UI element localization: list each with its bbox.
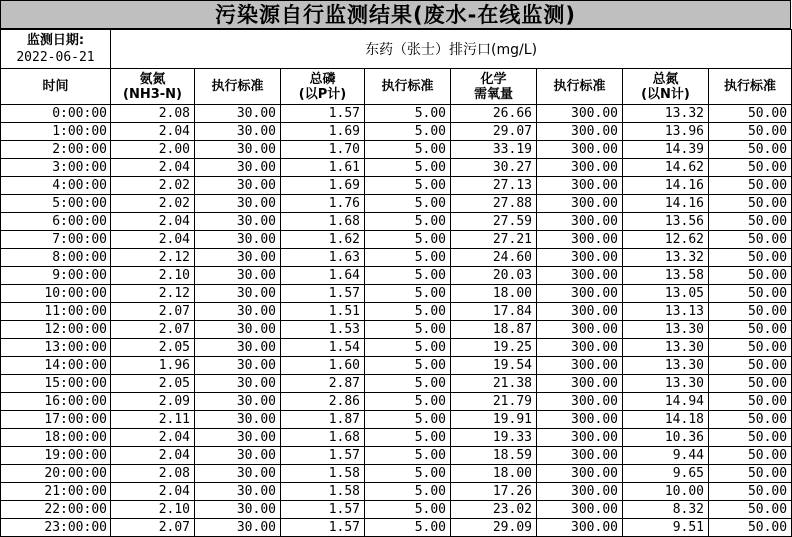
- value-cell: 5.00: [365, 231, 451, 249]
- value-cell: 2.07: [111, 303, 195, 321]
- value-cell: 30.27: [451, 159, 537, 177]
- value-cell: 5.00: [365, 303, 451, 321]
- value-cell: 13.13: [623, 303, 709, 321]
- value-cell: 50.00: [709, 393, 792, 411]
- value-cell: 300.00: [537, 177, 623, 195]
- time-cell: 14:00:00: [1, 357, 111, 375]
- value-cell: 2.04: [111, 429, 195, 447]
- value-cell: 2.07: [111, 321, 195, 339]
- value-cell: 5.00: [365, 195, 451, 213]
- column-header-line1: 时间: [42, 79, 69, 94]
- table-row: [1, 339, 792, 357]
- value-cell: 18.59: [451, 447, 537, 465]
- value-cell: 20.03: [451, 267, 537, 285]
- value-cell: 50.00: [709, 159, 792, 177]
- table-row: [1, 249, 792, 267]
- column-header-line2: (以P计): [298, 86, 347, 102]
- value-cell: 13.56: [623, 213, 709, 231]
- value-cell: 30.00: [195, 465, 281, 483]
- value-cell: 10.36: [623, 429, 709, 447]
- value-cell: 50.00: [709, 195, 792, 213]
- value-cell: 30.00: [195, 231, 281, 249]
- table-row: [1, 141, 792, 159]
- value-cell: 21.79: [451, 393, 537, 411]
- value-cell: 1.87: [281, 411, 365, 429]
- value-cell: 30.00: [195, 303, 281, 321]
- value-cell: 300.00: [537, 159, 623, 177]
- value-cell: 13.96: [623, 123, 709, 141]
- value-cell: 30.00: [195, 483, 281, 501]
- value-cell: 13.32: [623, 249, 709, 267]
- time-cell: 21:00:00: [1, 483, 111, 501]
- time-cell: 13:00:00: [1, 339, 111, 357]
- value-cell: 30.00: [195, 519, 281, 537]
- table-row: [1, 483, 792, 501]
- value-cell: 300.00: [537, 375, 623, 393]
- value-cell: 1.61: [281, 159, 365, 177]
- value-cell: 300.00: [537, 357, 623, 375]
- column-header-line1: 执行标准: [211, 79, 264, 94]
- value-cell: 18.00: [451, 285, 537, 303]
- value-cell: 300.00: [537, 141, 623, 159]
- value-cell: 9.65: [623, 465, 709, 483]
- value-cell: 1.62: [281, 231, 365, 249]
- value-cell: 30.00: [195, 195, 281, 213]
- value-cell: 1.63: [281, 249, 365, 267]
- column-header: [111, 69, 195, 105]
- value-cell: 30.00: [195, 321, 281, 339]
- value-cell: 2.00: [111, 141, 195, 159]
- value-cell: 300.00: [537, 321, 623, 339]
- time-cell: 20:00:00: [1, 465, 111, 483]
- header-row: [1, 69, 792, 105]
- value-cell: 5.00: [365, 177, 451, 195]
- time-cell: 10:00:00: [1, 285, 111, 303]
- value-cell: 19.33: [451, 429, 537, 447]
- value-cell: 2.02: [111, 195, 195, 213]
- column-header: [537, 69, 623, 105]
- value-cell: 50.00: [709, 375, 792, 393]
- value-cell: 5.00: [365, 213, 451, 231]
- value-cell: 50.00: [709, 177, 792, 195]
- value-cell: 5.00: [365, 141, 451, 159]
- value-cell: 1.58: [281, 465, 365, 483]
- value-cell: 2.08: [111, 105, 195, 123]
- value-cell: 5.00: [365, 519, 451, 537]
- value-cell: 50.00: [709, 123, 792, 141]
- value-cell: 2.04: [111, 231, 195, 249]
- table-row: [1, 357, 792, 375]
- value-cell: 27.88: [451, 195, 537, 213]
- value-cell: 30.00: [195, 141, 281, 159]
- value-cell: 21.38: [451, 375, 537, 393]
- table-row: [1, 429, 792, 447]
- value-cell: 300.00: [537, 393, 623, 411]
- value-cell: 1.57: [281, 501, 365, 519]
- value-cell: 1.69: [281, 177, 365, 195]
- column-header: [195, 69, 281, 105]
- table-row: [1, 123, 792, 141]
- value-cell: 300.00: [537, 339, 623, 357]
- value-cell: 13.58: [623, 267, 709, 285]
- value-cell: 50.00: [709, 357, 792, 375]
- date-cell: [1, 30, 111, 69]
- value-cell: 9.51: [623, 519, 709, 537]
- value-cell: 2.04: [111, 447, 195, 465]
- value-cell: 1.58: [281, 483, 365, 501]
- value-cell: 30.00: [195, 375, 281, 393]
- value-cell: 5.00: [365, 483, 451, 501]
- time-cell: 18:00:00: [1, 429, 111, 447]
- value-cell: 1.57: [281, 285, 365, 303]
- value-cell: 14.39: [623, 141, 709, 159]
- table-row: [1, 285, 792, 303]
- value-cell: 17.84: [451, 303, 537, 321]
- value-cell: 50.00: [709, 465, 792, 483]
- value-cell: 29.07: [451, 123, 537, 141]
- value-cell: 14.62: [623, 159, 709, 177]
- value-cell: 1.57: [281, 105, 365, 123]
- value-cell: 2.86: [281, 393, 365, 411]
- value-cell: 12.62: [623, 231, 709, 249]
- value-cell: 14.94: [623, 393, 709, 411]
- column-header-line1: 总磷: [309, 71, 336, 87]
- value-cell: 29.09: [451, 519, 537, 537]
- value-cell: 30.00: [195, 393, 281, 411]
- column-header-line1: 总氮: [652, 71, 679, 87]
- table-row: [1, 213, 792, 231]
- column-header-line1: 执行标准: [381, 79, 434, 94]
- value-cell: 30.00: [195, 501, 281, 519]
- table-row: [1, 195, 792, 213]
- value-cell: 50.00: [709, 411, 792, 429]
- value-cell: 14.16: [623, 177, 709, 195]
- time-cell: 1:00:00: [1, 123, 111, 141]
- value-cell: 300.00: [537, 447, 623, 465]
- value-cell: 300.00: [537, 519, 623, 537]
- value-cell: 30.00: [195, 177, 281, 195]
- value-cell: 10.00: [623, 483, 709, 501]
- value-cell: 50.00: [709, 249, 792, 267]
- value-cell: 300.00: [537, 303, 623, 321]
- table-row: [1, 321, 792, 339]
- value-cell: 2.10: [111, 501, 195, 519]
- column-header-line1: 执行标准: [553, 79, 606, 94]
- value-cell: 30.00: [195, 285, 281, 303]
- value-cell: 30.00: [195, 123, 281, 141]
- value-cell: 300.00: [537, 195, 623, 213]
- value-cell: 1.51: [281, 303, 365, 321]
- value-cell: 9.44: [623, 447, 709, 465]
- value-cell: 50.00: [709, 429, 792, 447]
- column-header-line2: 需氧量: [473, 86, 513, 102]
- table-row: [1, 105, 792, 123]
- value-cell: 300.00: [537, 231, 623, 249]
- value-cell: 30.00: [195, 249, 281, 267]
- table-row: [1, 447, 792, 465]
- value-cell: 50.00: [709, 483, 792, 501]
- column-header: [709, 69, 792, 105]
- value-cell: 50.00: [709, 141, 792, 159]
- time-cell: 12:00:00: [1, 321, 111, 339]
- value-cell: 50.00: [709, 447, 792, 465]
- value-cell: 1.69: [281, 123, 365, 141]
- value-cell: 300.00: [537, 429, 623, 447]
- value-cell: 5.00: [365, 411, 451, 429]
- value-cell: 2.08: [111, 465, 195, 483]
- value-cell: 5.00: [365, 375, 451, 393]
- table-row: [1, 411, 792, 429]
- value-cell: 30.00: [195, 357, 281, 375]
- table-row: [1, 177, 792, 195]
- table-row: [1, 303, 792, 321]
- time-cell: 19:00:00: [1, 447, 111, 465]
- value-cell: 27.59: [451, 213, 537, 231]
- time-cell: 17:00:00: [1, 411, 111, 429]
- value-cell: 1.76: [281, 195, 365, 213]
- value-cell: 13.05: [623, 285, 709, 303]
- table-row: [1, 375, 792, 393]
- value-cell: 1.60: [281, 357, 365, 375]
- value-cell: 30.00: [195, 159, 281, 177]
- value-cell: 14.16: [623, 195, 709, 213]
- value-cell: 30.00: [195, 429, 281, 447]
- value-cell: 50.00: [709, 339, 792, 357]
- value-cell: 13.30: [623, 357, 709, 375]
- value-cell: 5.00: [365, 429, 451, 447]
- value-cell: 2.04: [111, 213, 195, 231]
- time-cell: 9:00:00: [1, 267, 111, 285]
- value-cell: 5.00: [365, 285, 451, 303]
- value-cell: 33.19: [451, 141, 537, 159]
- value-cell: 18.00: [451, 465, 537, 483]
- value-cell: 5.00: [365, 123, 451, 141]
- outlet-title: 东药（张士）排污口(mg/L): [111, 30, 792, 69]
- value-cell: 18.87: [451, 321, 537, 339]
- value-cell: 19.25: [451, 339, 537, 357]
- column-header-line1: 化学: [480, 71, 507, 87]
- value-cell: 19.91: [451, 411, 537, 429]
- value-cell: 24.60: [451, 249, 537, 267]
- time-cell: 4:00:00: [1, 177, 111, 195]
- value-cell: 300.00: [537, 249, 623, 267]
- value-cell: 5.00: [365, 447, 451, 465]
- time-cell: 11:00:00: [1, 303, 111, 321]
- value-cell: 1.54: [281, 339, 365, 357]
- column-header-line1: 执行标准: [724, 79, 777, 94]
- value-cell: 2.04: [111, 123, 195, 141]
- value-cell: 13.30: [623, 321, 709, 339]
- value-cell: 300.00: [537, 465, 623, 483]
- time-cell: 5:00:00: [1, 195, 111, 213]
- date-value: 2022-06-21: [16, 50, 95, 65]
- column-header: [623, 69, 709, 105]
- report-title: 污染源自行监测结果(废水-在线监测): [0, 0, 791, 29]
- table-body: [1, 105, 792, 537]
- column-header: [365, 69, 451, 105]
- value-cell: 1.53: [281, 321, 365, 339]
- value-cell: 50.00: [709, 519, 792, 537]
- value-cell: 300.00: [537, 123, 623, 141]
- value-cell: 5.00: [365, 465, 451, 483]
- value-cell: 300.00: [537, 105, 623, 123]
- value-cell: 50.00: [709, 105, 792, 123]
- value-cell: 30.00: [195, 105, 281, 123]
- value-cell: 1.57: [281, 519, 365, 537]
- value-cell: 50.00: [709, 303, 792, 321]
- value-cell: 2.09: [111, 393, 195, 411]
- table-row: [1, 393, 792, 411]
- time-cell: 3:00:00: [1, 159, 111, 177]
- time-cell: 0:00:00: [1, 105, 111, 123]
- value-cell: 8.32: [623, 501, 709, 519]
- table-row: [1, 465, 792, 483]
- value-cell: 30.00: [195, 213, 281, 231]
- value-cell: 5.00: [365, 105, 451, 123]
- value-cell: 13.32: [623, 105, 709, 123]
- value-cell: 2.12: [111, 285, 195, 303]
- value-cell: 19.54: [451, 357, 537, 375]
- value-cell: 30.00: [195, 411, 281, 429]
- column-header-line2: (NH3-N): [123, 86, 182, 102]
- value-cell: 1.68: [281, 429, 365, 447]
- time-cell: 22:00:00: [1, 501, 111, 519]
- value-cell: 300.00: [537, 483, 623, 501]
- value-cell: 30.00: [195, 447, 281, 465]
- value-cell: 2.02: [111, 177, 195, 195]
- date-label: 监测日期:: [26, 33, 85, 48]
- table-row: [1, 231, 792, 249]
- table-row: [1, 519, 792, 537]
- value-cell: 2.12: [111, 249, 195, 267]
- value-cell: 2.04: [111, 483, 195, 501]
- time-cell: 7:00:00: [1, 231, 111, 249]
- time-cell: 8:00:00: [1, 249, 111, 267]
- value-cell: 300.00: [537, 411, 623, 429]
- value-cell: 1.96: [111, 357, 195, 375]
- column-header: [1, 69, 111, 105]
- column-header: [451, 69, 537, 105]
- value-cell: 5.00: [365, 393, 451, 411]
- value-cell: 50.00: [709, 231, 792, 249]
- value-cell: 1.68: [281, 213, 365, 231]
- value-cell: 17.26: [451, 483, 537, 501]
- value-cell: 50.00: [709, 501, 792, 519]
- table-row: [1, 267, 792, 285]
- value-cell: 50.00: [709, 213, 792, 231]
- value-cell: 5.00: [365, 321, 451, 339]
- time-cell: 2:00:00: [1, 141, 111, 159]
- value-cell: 5.00: [365, 159, 451, 177]
- value-cell: 13.30: [623, 339, 709, 357]
- value-cell: 2.10: [111, 267, 195, 285]
- value-cell: 2.04: [111, 159, 195, 177]
- value-cell: 2.05: [111, 375, 195, 393]
- value-cell: 5.00: [365, 339, 451, 357]
- monitoring-table: [0, 29, 792, 537]
- value-cell: 1.70: [281, 141, 365, 159]
- value-cell: 2.05: [111, 339, 195, 357]
- value-cell: 30.00: [195, 267, 281, 285]
- value-cell: 5.00: [365, 357, 451, 375]
- value-cell: 5.00: [365, 267, 451, 285]
- value-cell: 300.00: [537, 501, 623, 519]
- value-cell: 1.57: [281, 447, 365, 465]
- value-cell: 300.00: [537, 285, 623, 303]
- value-cell: 50.00: [709, 321, 792, 339]
- value-cell: 1.64: [281, 267, 365, 285]
- value-cell: 14.18: [623, 411, 709, 429]
- value-cell: 27.13: [451, 177, 537, 195]
- value-cell: 13.30: [623, 375, 709, 393]
- value-cell: 300.00: [537, 267, 623, 285]
- value-cell: 30.00: [195, 339, 281, 357]
- value-cell: 50.00: [709, 285, 792, 303]
- time-cell: 23:00:00: [1, 519, 111, 537]
- value-cell: 5.00: [365, 501, 451, 519]
- value-cell: 27.21: [451, 231, 537, 249]
- column-header-line2: (以N计): [641, 86, 690, 102]
- value-cell: 23.02: [451, 501, 537, 519]
- value-cell: 5.00: [365, 249, 451, 267]
- time-cell: 6:00:00: [1, 213, 111, 231]
- table-row: [1, 501, 792, 519]
- time-cell: 15:00:00: [1, 375, 111, 393]
- value-cell: 2.87: [281, 375, 365, 393]
- table-row: [1, 159, 792, 177]
- value-cell: 300.00: [537, 213, 623, 231]
- column-header-line1: 氨氮: [139, 71, 166, 87]
- value-cell: 2.11: [111, 411, 195, 429]
- column-header: [281, 69, 365, 105]
- value-cell: 26.66: [451, 105, 537, 123]
- time-cell: 16:00:00: [1, 393, 111, 411]
- value-cell: 2.07: [111, 519, 195, 537]
- value-cell: 50.00: [709, 267, 792, 285]
